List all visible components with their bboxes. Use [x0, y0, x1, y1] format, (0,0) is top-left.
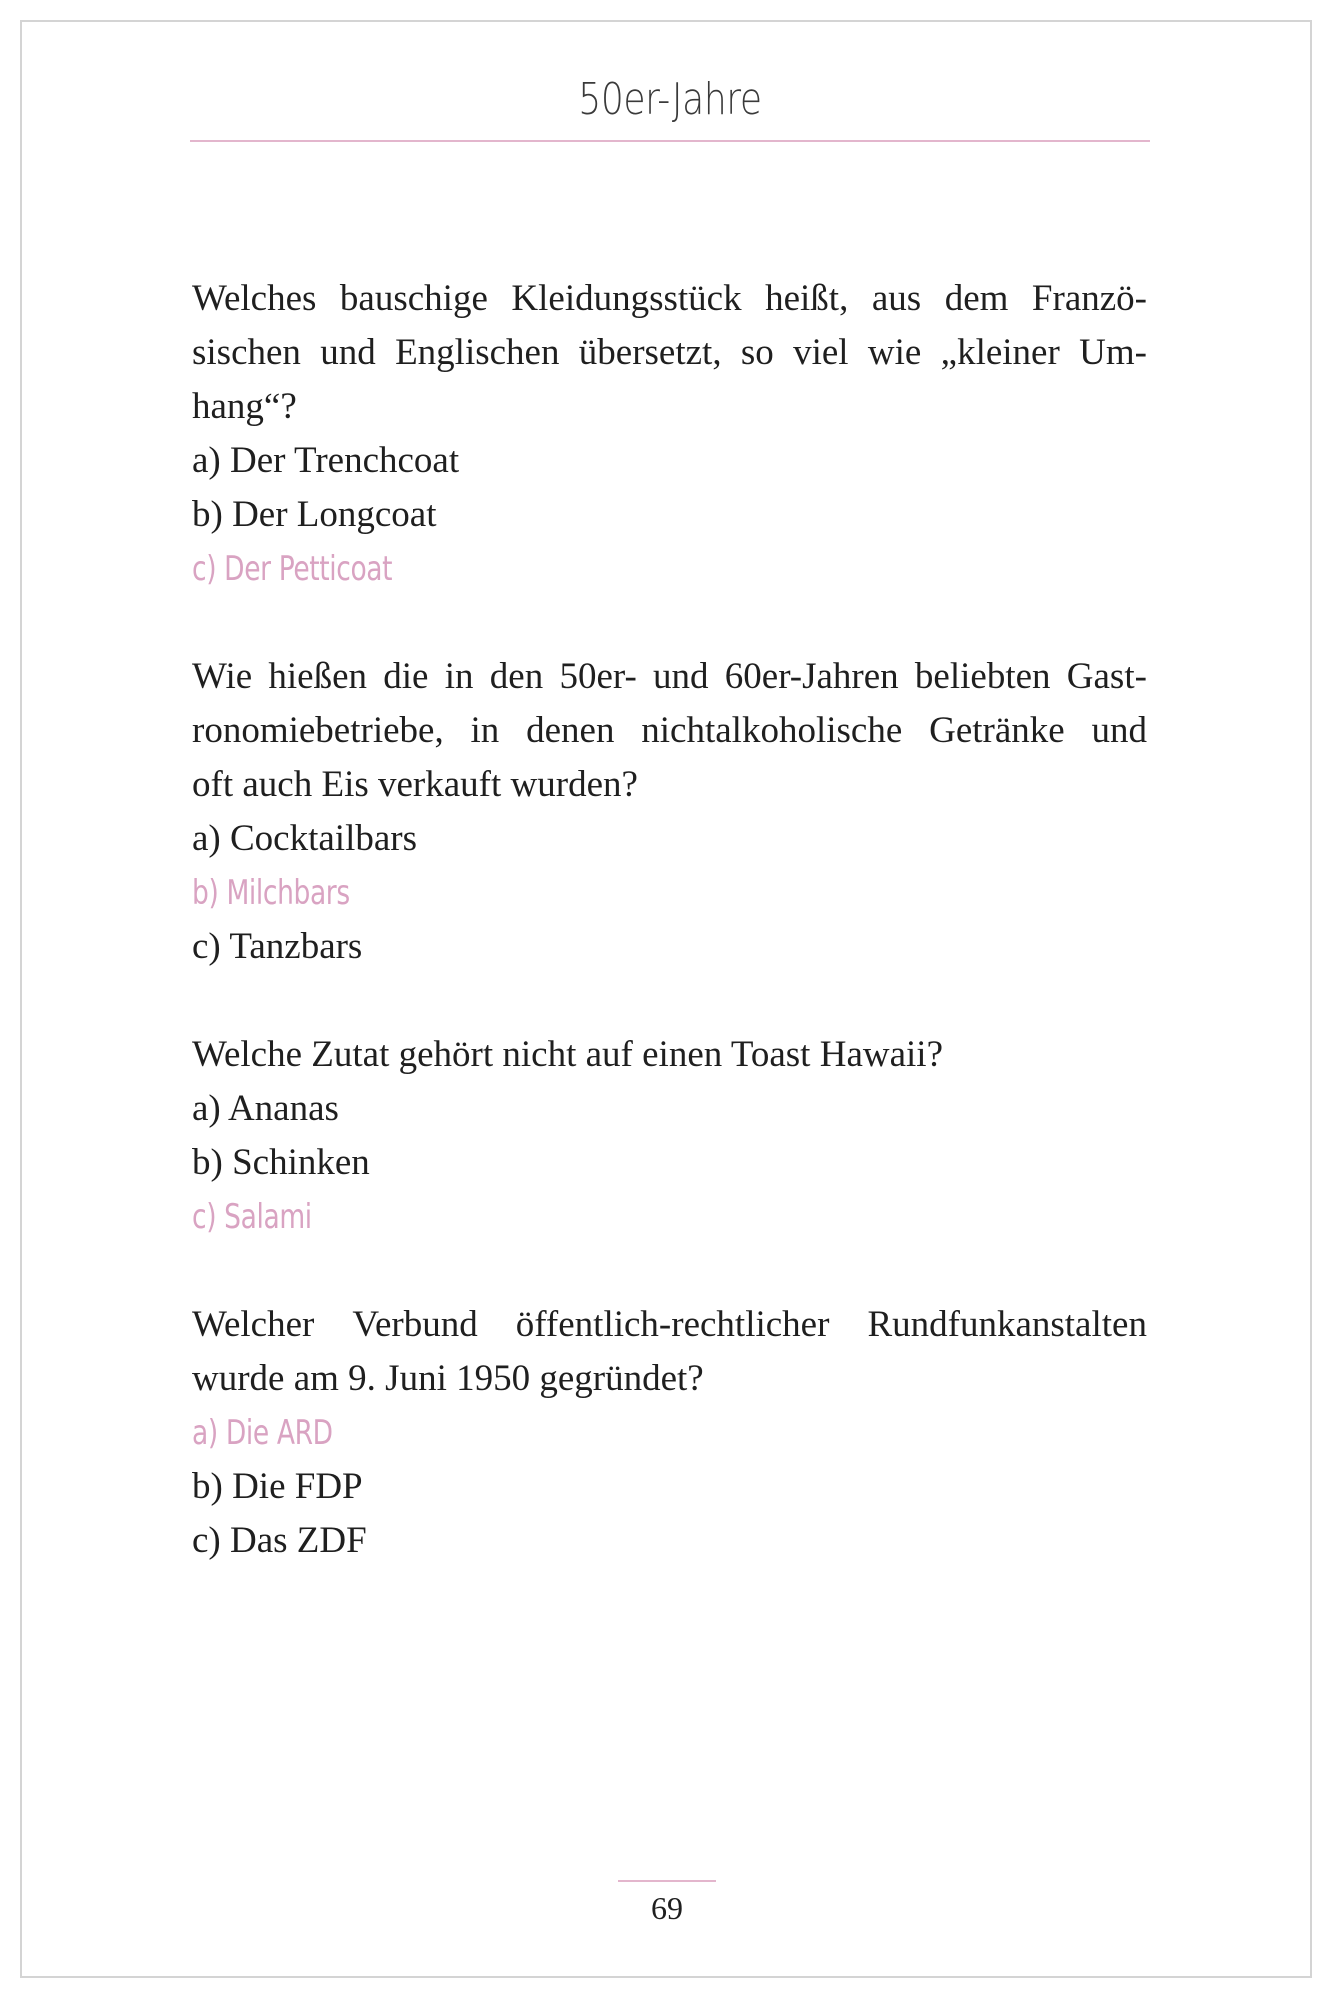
running-head-title: 50er-Jahre — [578, 74, 762, 125]
question-line — [192, 1028, 1147, 1082]
question-word: und — [1091, 710, 1147, 751]
question-line — [192, 326, 1147, 380]
question-word: Juni — [385, 1358, 447, 1399]
question-line — [192, 272, 1147, 326]
question-word: Englischen — [395, 332, 560, 373]
question-line — [192, 758, 1147, 812]
question-word: Wie — [192, 656, 253, 697]
question-word: 9. — [348, 1358, 376, 1399]
answer-option-b: b) Die FDP — [192, 1466, 363, 1507]
question-word: Rundfunkanstalten — [867, 1304, 1147, 1345]
question-word: denen — [526, 710, 615, 751]
question-word: „kleiner — [940, 332, 1060, 373]
question-word: viel — [793, 332, 849, 373]
question-word: aus — [871, 278, 922, 319]
question-word: gehört — [398, 1034, 494, 1075]
question-word: heißt, — [765, 278, 849, 319]
question-word: einen — [642, 1034, 723, 1075]
question-word: Gast- — [1066, 656, 1147, 697]
question-word: Um- — [1079, 332, 1147, 373]
question-word: am — [293, 1358, 339, 1399]
question-word: beliebten — [914, 656, 1051, 697]
question-line — [192, 650, 1147, 704]
question-line — [192, 704, 1147, 758]
answer-option-c-correct: c) Der Petticoat — [192, 549, 393, 589]
question-word: Franzö- — [1031, 278, 1147, 319]
question-line — [192, 1298, 1147, 1352]
answer-option-c: c) Das ZDF — [192, 1520, 367, 1561]
answer-option-c: c) Tanzbars — [192, 926, 363, 967]
answer-option-a: a) Ananas — [192, 1088, 339, 1129]
quiz-content — [192, 272, 1147, 1622]
question-word: wurden? — [510, 764, 638, 805]
footer-divider — [618, 1880, 716, 1882]
question-word: in — [470, 710, 500, 751]
question-word: in — [444, 656, 474, 697]
question-word: Welche — [192, 1034, 303, 1075]
answer-option-a: a) Der Trenchcoat — [192, 440, 460, 481]
question-word: dem — [944, 278, 1009, 319]
page-number: 69 — [651, 1890, 683, 1926]
question-block — [192, 1298, 1147, 1568]
question-word: Toast — [730, 1034, 811, 1075]
question-word: Hawaii? — [819, 1034, 943, 1075]
question-word: gegründet? — [539, 1358, 704, 1399]
header-divider — [190, 140, 1150, 142]
question-word: sischen — [192, 332, 301, 373]
answer-option-a-correct: a) Die ARD — [192, 1413, 333, 1453]
question-word: 50er- — [559, 656, 637, 697]
question-word: wurde — [192, 1358, 285, 1399]
question-word: bauschige — [339, 278, 488, 319]
question-word: nicht — [502, 1034, 577, 1075]
question-word: Kleidungsstück — [511, 278, 742, 319]
answer-option-c-correct: c) Salami — [192, 1197, 312, 1237]
question-line — [192, 1352, 1147, 1406]
question-word: und — [320, 332, 376, 373]
answer-option-b-correct: b) Milchbars — [192, 873, 350, 913]
question-word: so — [740, 332, 774, 373]
question-word: und — [653, 656, 709, 697]
question-block — [192, 272, 1147, 596]
question-word: auf — [585, 1034, 633, 1075]
answer-option-b: b) Schinken — [192, 1142, 370, 1183]
answer-option-a: a) Cocktailbars — [192, 818, 417, 859]
question-word: wie — [867, 332, 922, 373]
question-word: 60er-Jahren — [724, 656, 899, 697]
question-word: Getränke — [929, 710, 1065, 751]
question-word: nichtalkoholische — [641, 710, 903, 751]
question-block — [192, 1028, 1147, 1244]
question-word: Welcher — [192, 1304, 315, 1345]
question-word: hang“? — [192, 386, 297, 427]
question-word: oft — [192, 764, 234, 805]
question-block — [192, 650, 1147, 974]
question-word: öffentlich-rechtlicher — [515, 1304, 830, 1345]
question-word: ronomiebetriebe, — [192, 710, 444, 751]
question-word: Zutat — [311, 1034, 390, 1075]
answer-option-b: b) Der Longcoat — [192, 494, 437, 535]
question-word: 1950 — [456, 1358, 531, 1399]
question-word: hießen — [268, 656, 368, 697]
question-word: auch — [242, 764, 313, 805]
question-word: Eis — [321, 764, 369, 805]
question-word: übersetzt, — [578, 332, 722, 373]
question-word: Verbund — [352, 1304, 478, 1345]
question-line — [192, 380, 1147, 434]
question-word: den — [489, 656, 544, 697]
question-word: verkauft — [378, 764, 502, 805]
question-word: Welches — [192, 278, 317, 319]
question-word: die — [383, 656, 429, 697]
